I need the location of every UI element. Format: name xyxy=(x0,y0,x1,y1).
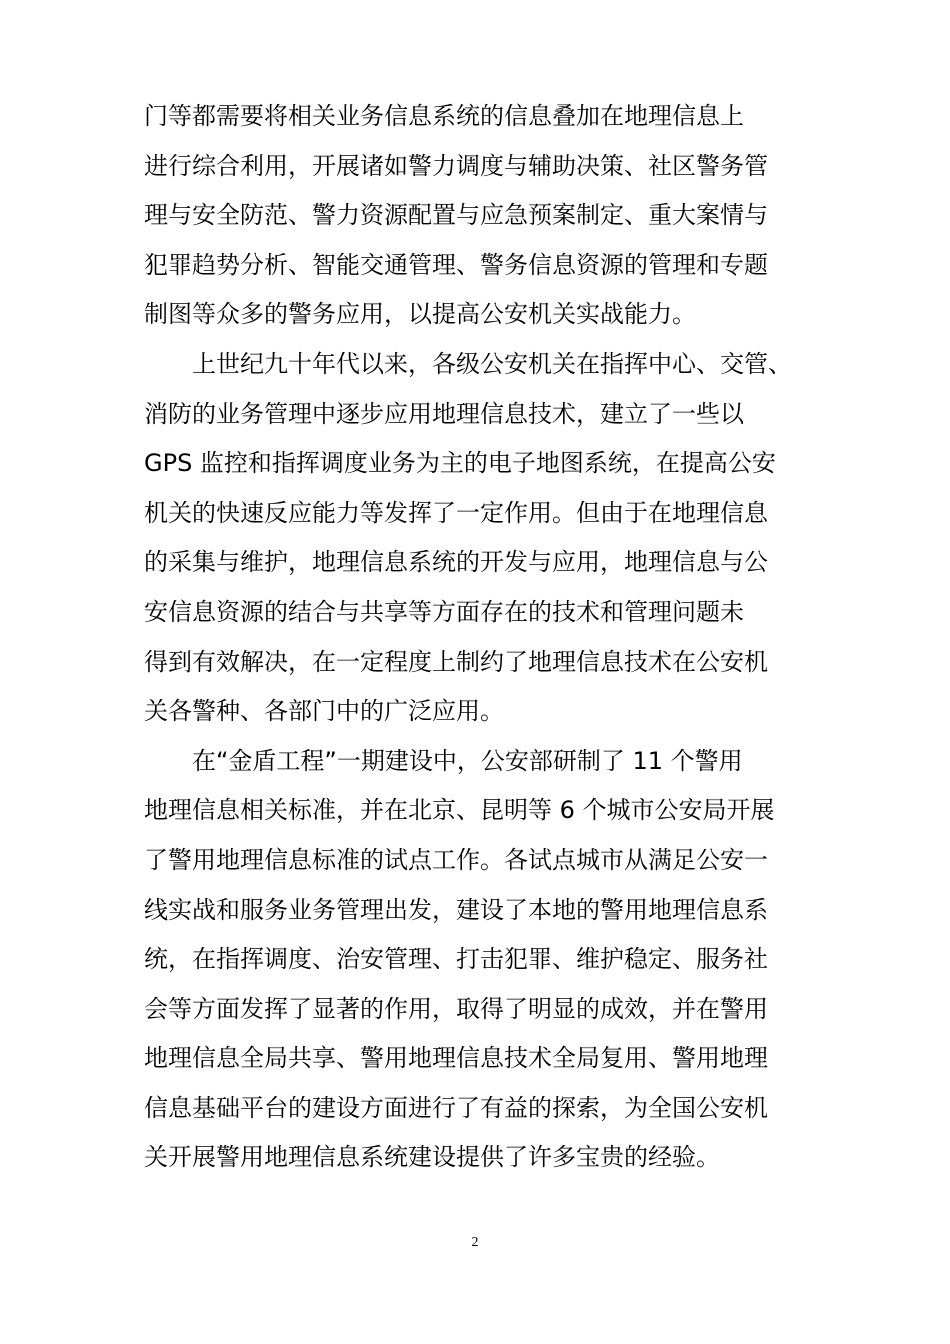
text-line: 地理信息相关标准，并在北京、昆明等 6 个城市公安局开展 xyxy=(144,796,775,825)
text-line: GPS 监控和指挥调度业务为主的电子地图系统，在提高公安 xyxy=(144,449,776,478)
text-line: 在“金盾工程”一期建设中，公安部研制了 11 个警用 xyxy=(192,746,743,775)
text-line: 上世纪九十年代以来，各级公安机关在指挥中心、交管、 xyxy=(192,349,792,378)
text-line: 犯罪趋势分析、智能交通管理、警务信息资源的管理和专题 xyxy=(144,250,768,279)
text-line: 机关的快速反应能力等发挥了一定作用。但由于在地理信息 xyxy=(144,498,768,527)
text-line: 制图等众多的警务应用，以提高公安机关实战能力。 xyxy=(144,300,696,329)
page-number: 2 xyxy=(471,1235,479,1250)
text-line: 关开展警用地理信息系统建设提供了许多宝贵的经验。 xyxy=(144,1143,720,1172)
text-line: 理与安全防范、警力资源配置与应急预案制定、重大案情与 xyxy=(144,201,768,230)
text-line: 关各警种、各部门中的广泛应用。 xyxy=(144,697,504,726)
body-text xyxy=(144,92,808,1183)
text-line: 线实战和服务业务管理出发，建设了本地的警用地理信息系 xyxy=(144,895,768,924)
text-line: 统，在指挥调度、治安管理、打击犯罪、维护稳定、服务社 xyxy=(144,945,768,974)
text-line: 会等方面发挥了显著的作用，取得了明显的成效，并在警用 xyxy=(144,994,768,1023)
text-line: 地理信息全局共享、警用地理信息技术全局复用、警用地理 xyxy=(144,1044,768,1073)
text-line: 门等都需要将相关业务信息系统的信息叠加在地理信息上 xyxy=(144,102,744,130)
text-line: 的采集与维护，地理信息系统的开发与应用，地理信息与公 xyxy=(144,548,768,577)
text-line: 安信息资源的结合与共享等方面存在的技术和管理问题未 xyxy=(144,597,744,626)
text-line: 了警用地理信息标准的试点工作。各试点城市从满足公安一 xyxy=(144,845,768,874)
text-line: 信息基础平台的建设方面进行了有益的探索，为全国公安机 xyxy=(144,1093,768,1122)
text-line: 进行综合利用，开展诸如警力调度与辅助决策、社区警务管 xyxy=(144,151,768,180)
text-line: 消防的业务管理中逐步应用地理信息技术，建立了一些以 xyxy=(144,399,744,428)
text-line: 得到有效解决，在一定程度上制约了地理信息技术在公安机 xyxy=(144,647,768,676)
